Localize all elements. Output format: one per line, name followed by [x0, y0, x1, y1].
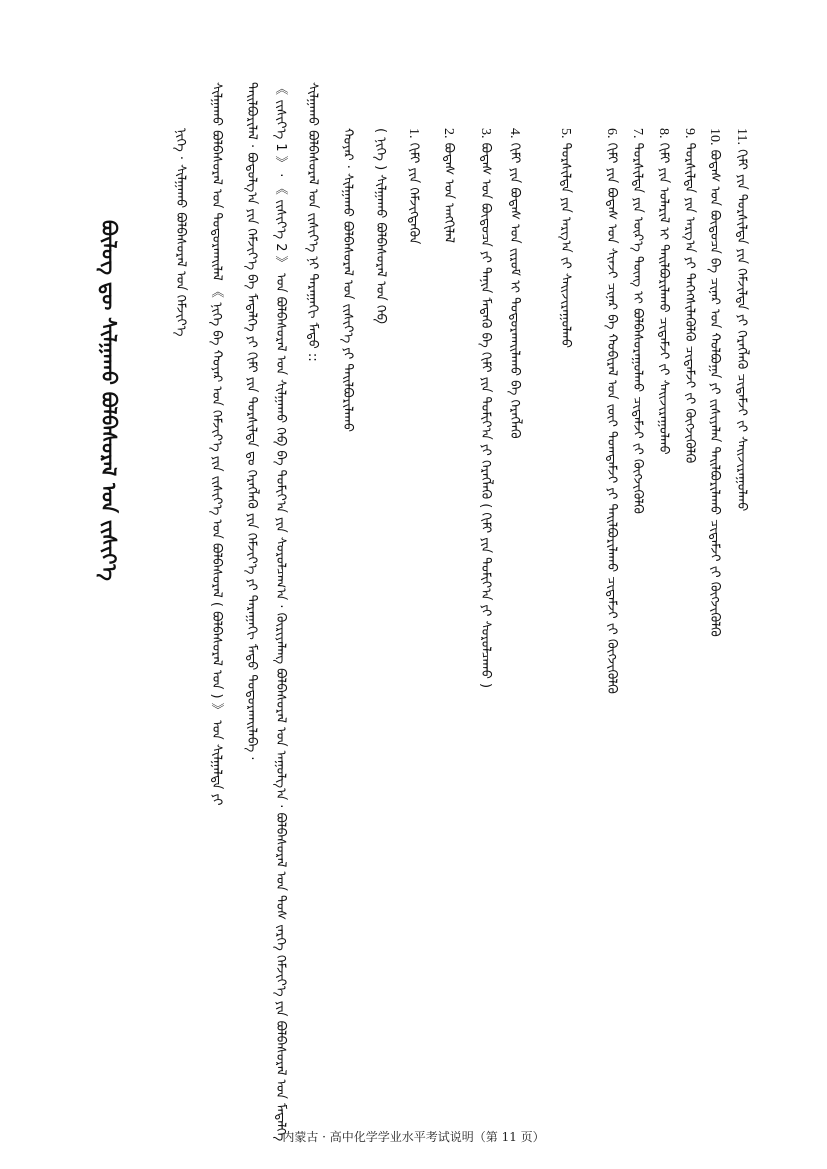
item-text: ᠪᠣᠳᠠᠰ ᠤᠨ ᠠᠩᠭᠢᠯᠠᠯ — [441, 142, 456, 243]
heading-text: ᠨᠢᠭᠡ · ᠰᠢᠯᠭᠠᠬᠤ ᠪᠣᠯᠪᠠᠰᠤᠷᠠᠯ ᠤᠨ ᠬᠡᠮᠵᠢᠶ᠎ᠡ — [173, 128, 188, 337]
item-number: 9. — [682, 128, 697, 139]
item-number: 4. — [507, 128, 522, 139]
list-item-11 — [733, 128, 749, 511]
paragraph-text: ᠲᠠᠢᠯᠪᠤᠷᠢᠯᠠᠯ · ᠪᠣᠳᠣᠯᠭ᠎ᠠ ᠶᠢᠨ ᠬᠡᠮᠵᠢᠶ᠎ᠡ ᠪᠠ ᠮᠡᠳᠡᠯᠭᠡ ᠶᠢ ᠬᠢᠮᠢ ᠶᠢᠨ ᠲᠤᠷᠰᠢᠯᠲᠠ ᠳᠤ ᠬᠡᠷᠡᠭᠯᠡᠬᠦ ᠶᠢᠨ ᠬᠡᠮᠵᠢᠶ᠎ᠡ ᠶᠢ ᠳᠠᠷᠠᠭᠠᠬᠢ ᠮᠠᠲᠤ ᠲᠣᠳᠣᠷᠬᠠᠢᠯᠠᠪᠠ · — [244, 82, 259, 761]
list-item-5 — [557, 128, 573, 348]
list-item-2 — [440, 128, 456, 243]
paragraph-text: ᠰᠢᠯᠭᠠᠬᠤ ᠪᠣᠯᠪᠠᠰᠤᠷᠠᠯ ᠤᠨ ᠵᠢᠱᠢᠶ᠎ᠡ ᠨᠢ ᠳᠠᠷᠠᠭᠠᠬᠢ ᠮᠠᠲᠤ :: — [305, 82, 320, 362]
paragraph-line — [304, 82, 320, 362]
page-title: ᠪᠦᠯᠦᠭ ᠳᠦ ᠰᠢᠯᠭᠠᠬᠤ ᠪᠣᠯᠪᠠᠰᠤᠷᠠᠯ ᠤᠨ ᠵᠢᠱᠢᠶ᠎ᠡ — [97, 220, 121, 581]
paragraph-text: ᠰᠢᠯᠭᠠᠬᠤ ᠪᠣᠯᠪᠠᠰᠤᠷᠠᠯ ᠤᠨ ᠲᠣᠳᠣᠷᠬᠠᠢᠯᠠᠯ 《 ᠨᠢᠭᠡ ᠪᠠ ᠬᠣᠶᠠᠷ ᠤᠨ ᠬᠡᠮᠵᠢᠶ᠎ᠡ ᠶᠢᠨ ᠵᠢᠱᠢᠶ᠎ᠡ ᠤᠨ ᠪᠣᠯᠪᠠᠰᠤᠷᠠᠯ ( ᠪᠣᠯᠪᠠᠰᠤᠷᠠᠯ ᠤᠨ ) 》 ᠤᠨ ᠰᠢᠯᠭᠠᠯᠲᠠ ᠶᠢ — [209, 82, 224, 806]
section-subheading — [372, 128, 388, 324]
list-item-10 — [706, 128, 722, 637]
item-number: 6. — [604, 128, 619, 139]
item-number: 11. — [734, 128, 749, 145]
page-footer: 内蒙古 · 高中化学学业水平考试说明（第 11 页） — [282, 1130, 545, 1144]
item-number: 3. — [478, 128, 493, 139]
item-number: 5. — [558, 128, 573, 139]
list-item-1 — [405, 128, 421, 244]
list-item-7 — [629, 128, 645, 514]
item-number: 7. — [630, 128, 645, 139]
paragraph-line — [208, 82, 224, 805]
item-text: ᠪᠣᠳᠠᠰ ᠤᠨ ᠪᠦᠲᠦᠴᠡ ᠶᠢ ᠲᠠᠨᠢᠨ ᠮᠡᠳᠡᠬᠦ ᠪᠠ ᠬᠢᠮᠢ ᠶᠢᠨ ᠲᠣᠮᠢᠶ᠎ᠠ ᠶᠢ ᠬᠡᠷᠡᠭᠯᠡᠬᠦ ( ᠬᠢᠮᠢ ᠶᠢᠨ ᠲᠣᠮᠢᠶ᠎ᠠ ᠶᠢ ᠰᠤᠷᠤᠯᠴᠠᠬᠤ ) — [478, 142, 493, 689]
item-text: ᠲᠤᠷᠰᠢᠯᠲᠠ ᠶᠢᠨ ᠠᠷᠭ᠎ᠠ ᠵᠢ ᠰᠠᠢᠵᠢᠷᠠᠭᠤᠯᠬᠤ — [558, 142, 573, 349]
item-number: 10. — [707, 128, 722, 146]
item-text: ᠬᠢᠮᠢ ᠶᠢᠨ ᠲᠤᠷᠰᠢᠯᠲᠠ ᠶᠢᠨ ᠬᠡᠮᠵᠢᠯᠲᠡ ᠶᠢ ᠬᠡᠷᠡᠭᠯᠡᠬᠦ ᠴᠢᠳᠠᠮᠵᠢ ᠵᠢ ᠰᠠᠢᠵᠢᠷᠠᠭᠤᠯᠬᠤ — [734, 149, 749, 512]
item-text: ᠬᠢᠮᠢ ᠶᠢᠨ ᠪᠣᠳᠠᠰ ᠤᠨ ᠵᠢᠷᠤᠮ ᠢ ᠲᠣᠳᠣᠷᠬᠠᠢᠯᠠᠬᠤ ᠪᠠ ᠬᠡᠷᠡᠭᠯᠡᠬᠦ — [507, 142, 522, 439]
item-text: ᠪᠣᠳᠠᠰ ᠤᠨ ᠪᠦᠲᠦᠴᠡ ᠪᠠ ᠴᠢᠨᠠᠷ ᠤᠨ ᠬᠣᠯᠪᠣᠭᠠ ᠶᠢ ᠵᠢᠱᠢᠶᠡᠯᠡᠨ ᠲᠠᠢᠯᠪᠤᠷᠢᠯᠠᠬᠤ ᠴᠢᠳᠠᠮᠵᠢ ᠵᠢ ᠬᠥᠭᠵᠢᠭᠦᠯᠬᠦ — [707, 149, 722, 637]
item-text: ᠲᠤᠷᠰᠢᠯᠲᠠ ᠶᠢᠨ ᠠᠷᠭ᠎ᠠ ᠶᠢ ᠳᠡᠭᠡᠭᠰᠢᠯᠡᠭᠦᠯᠬᠦ ᠴᠢᠳᠠᠮᠵᠢ ᠵᠢ ᠬᠥᠭᠵᠢᠭᠦᠯᠬᠦ — [682, 142, 697, 464]
list-item-6 — [603, 128, 619, 694]
paragraph-line — [272, 82, 288, 1141]
paragraph-line — [243, 82, 259, 760]
list-item-4 — [506, 128, 522, 439]
heading-text: ᠬᠣᠶᠠᠷ · ᠰᠢᠯᠭᠠᠬᠤ ᠪᠣᠯᠪᠠᠰᠤᠷᠠᠯ ᠤᠨ ᠵᠢᠱᠢᠶ᠎ᠡ ᠶᠢ ᠲᠠᠢᠯᠪᠤᠷᠢᠯᠠᠬᠤ — [340, 128, 355, 432]
list-item-8 — [655, 128, 671, 455]
item-text: ᠬᠢᠮᠢ ᠶᠢᠨ ᠤᠯᠠᠷᠢᠯ ᠢ ᠲᠠᠢᠯᠪᠤᠷᠢᠯᠠᠬᠤ ᠴᠢᠳᠠᠮᠵᠢ ᠵᠢ ᠰᠠᠢᠵᠢᠷᠠᠭᠤᠯᠬᠤ — [656, 142, 671, 455]
item-text: ᠬᠢᠮᠢ ᠶᠢᠨ ᠬᠡᠮᠵᠢᠭᠳᠡᠬᠦᠨ — [406, 142, 421, 245]
section-heading-two — [339, 128, 355, 432]
item-number: 2. — [441, 128, 456, 139]
item-text: ᠲᠤᠷᠰᠢᠯᠲᠠ ᠶᠢᠨ ᠦᠷ᠎ᠡ ᠳᠦᠩ ᠢ ᠪᠣᠯᠪᠠᠰᠤᠷᠠᠭᠤᠯᠬᠤ ᠴᠢᠳᠠᠮᠵᠢ ᠵᠢ ᠬᠥᠭᠵᠢᠭᠦᠯᠬᠦ — [630, 142, 645, 514]
list-item-3 — [477, 128, 493, 688]
subheading-text: ( ᠨᠢᠭᠡ ) ᠰᠢᠯᠭᠠᠬᠤ ᠪᠣᠯᠪᠠᠰᠤᠷᠠᠯ ᠤᠨ ᠬᠡᠪ — [373, 128, 388, 324]
list-item-9 — [681, 128, 697, 463]
item-number: 8. — [656, 128, 671, 139]
paragraph-text: 《 ᠵᠢᠱᠢᠶ᠎ᠡ 1 》 · 《 ᠵᠢᠱᠢᠶ᠎ᠡ 2 》 ᠤᠨ ᠪᠣᠯᠪᠠᠰᠤᠷᠠᠯ ᠤᠨ ᠰᠢᠯᠭᠠᠬᠤ ᠬᠡᠪ ᠪᠠ ᠲᠣᠮᠢᠶ᠎ᠠ ᠶᠢᠨ ᠰᠤᠷᠤᠯᠴᠠᠭ᠎ᠠ · ᠬᠦᠷᠢᠶᠡᠯᠡᠩ ᠪᠣᠯᠪᠠᠰᠤᠷᠠᠯ ᠤᠨ ᠠᠭᠤᠯᠭ᠎ᠠ · ᠪᠣᠯᠪᠠᠰᠤᠷᠠᠯ ᠤᠨ ᠲᠤᠰ ᠵᠡᠷᠭᠡ ᠬᠡᠮᠵᠢᠶ᠎ᠡ ᠶᠢᠨ ᠪᠣᠯᠪᠠᠰᠤᠷᠠᠯ ᠤᠨ ᠮᠡᠳᠡᠯᠭᠡ — [273, 82, 288, 1142]
section-heading-one — [172, 128, 188, 336]
item-number: 1. — [406, 128, 421, 139]
item-text: ᠬᠢᠮᠢ ᠶᠢᠨ ᠪᠣᠳᠠᠰ ᠤᠨ ᠰᠢᠨᠵᠢ ᠴᠢᠨᠠᠷ ᠪᠠ ᠬᠤᠪᠢᠷᠠᠯ ᠤᠨ ᠵᠦᠢ ᠲᠣᠭᠲᠠᠮᠵᠢ ᠶᠢ ᠲᠠᠢᠯᠪᠤᠷᠢᠯᠠᠬᠤ ᠴᠢᠳᠠᠮᠵᠢ ᠵᠢ ᠬᠥᠭᠵᠢᠭᠦᠯᠬᠦ — [604, 142, 619, 694]
